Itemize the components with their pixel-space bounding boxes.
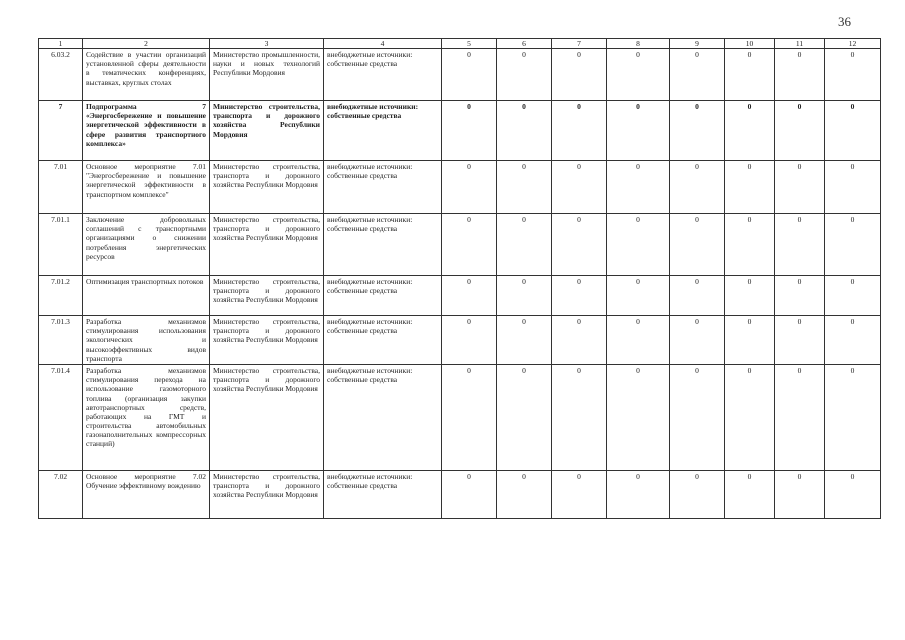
row-value: 0 (775, 365, 825, 471)
row-name: Разработка механизмов стимулирования использования экологических и высокоэффективных видов транспорта (83, 316, 210, 365)
column-header: 12 (825, 39, 881, 49)
row-value: 0 (825, 161, 881, 214)
row-value: 0 (670, 49, 725, 101)
row-value: 0 (775, 161, 825, 214)
row-value: 0 (552, 276, 607, 316)
row-value: 0 (825, 471, 881, 519)
row-value: 0 (497, 101, 552, 161)
column-header: 2 (83, 39, 210, 49)
row-value: 0 (825, 101, 881, 161)
row-value: 0 (552, 101, 607, 161)
row-value: 0 (670, 214, 725, 276)
row-number: 7.01.4 (39, 365, 83, 471)
row-value: 0 (775, 214, 825, 276)
row-value: 0 (442, 365, 497, 471)
row-value: 0 (775, 316, 825, 365)
row-value: 0 (497, 365, 552, 471)
row-value: 0 (607, 316, 670, 365)
row-value: 0 (442, 316, 497, 365)
row-responsible: Министерство строительства, транспорта и дорожного хозяйства Республики Мордовия (210, 365, 324, 471)
row-value: 0 (825, 49, 881, 101)
row-name: Оптимизация транспортных потоков (83, 276, 210, 316)
column-header: 6 (497, 39, 552, 49)
row-value: 0 (552, 214, 607, 276)
row-value: 0 (497, 316, 552, 365)
column-header: 7 (552, 39, 607, 49)
page-number: 36 (838, 14, 851, 29)
table-row (39, 471, 881, 519)
table-row (39, 161, 881, 214)
row-name: Подпрограмма 7 «Энергосбережение и повышение энергетической эффективности в сфере развития транспортного комплекса» (83, 101, 210, 161)
row-value: 0 (552, 316, 607, 365)
column-header: 4 (324, 39, 442, 49)
column-header: 5 (442, 39, 497, 49)
row-responsible: Министерство строительства, транспорта и дорожного хозяйства Республики Мордовия (210, 471, 324, 519)
column-header: 10 (725, 39, 775, 49)
row-value: 0 (775, 49, 825, 101)
row-value: 0 (670, 101, 725, 161)
row-source: внебюджетные источники: собственные средства (324, 365, 442, 471)
row-source: внебюджетные источники: собственные средства (324, 276, 442, 316)
row-value: 0 (442, 276, 497, 316)
table-row (39, 214, 881, 276)
row-value: 0 (775, 101, 825, 161)
row-value: 0 (497, 471, 552, 519)
row-value: 0 (670, 276, 725, 316)
row-number: 7.01 (39, 161, 83, 214)
row-value: 0 (775, 276, 825, 316)
row-value: 0 (725, 276, 775, 316)
row-number: 7.01.2 (39, 276, 83, 316)
row-source: внебюджетные источники: собственные средства (324, 471, 442, 519)
row-value: 0 (825, 276, 881, 316)
row-value: 0 (497, 49, 552, 101)
column-header: 1 (39, 39, 83, 49)
row-responsible: Министерство строительства, транспорта и дорожного хозяйства Республики Мордовия (210, 101, 324, 161)
row-name: Разработка механизмов стимулирования перехода на использование газомоторного топлива (организация закупки автотранспортных средств, работающих на ГМТ и строительства автомобильных газонаполнительных компрессорных станций) (83, 365, 210, 471)
row-value: 0 (670, 365, 725, 471)
row-number: 7.02 (39, 471, 83, 519)
table-row (39, 276, 881, 316)
row-value: 0 (497, 276, 552, 316)
row-value: 0 (670, 161, 725, 214)
row-value: 0 (552, 365, 607, 471)
row-value: 0 (607, 49, 670, 101)
row-name: Основное мероприятие 7.02 Обучение эффективному вождению (83, 471, 210, 519)
row-value: 0 (725, 49, 775, 101)
row-value: 0 (825, 365, 881, 471)
row-name: Содействие в участии организаций установленной сферы деятельности в тематических конференциях, выставках, круглых столах (83, 49, 210, 101)
row-name: Заключение добровольных соглашений с транспортными организациями о снижении потребления энергетических ресурсов (83, 214, 210, 276)
row-source: внебюджетные источники: собственные средства (324, 49, 442, 101)
row-value: 0 (607, 101, 670, 161)
header-row (39, 39, 881, 49)
table-row (39, 365, 881, 471)
column-header: 8 (607, 39, 670, 49)
table-row (39, 316, 881, 365)
row-number: 6.03.2 (39, 49, 83, 101)
row-value: 0 (607, 276, 670, 316)
row-number: 7.01.3 (39, 316, 83, 365)
row-value: 0 (725, 471, 775, 519)
row-value: 0 (607, 161, 670, 214)
row-responsible: Министерство строительства, транспорта и дорожного хозяйства Республики Мордовия (210, 214, 324, 276)
row-value: 0 (725, 365, 775, 471)
row-value: 0 (670, 471, 725, 519)
row-value: 0 (552, 471, 607, 519)
row-value: 0 (775, 471, 825, 519)
row-value: 0 (825, 316, 881, 365)
row-value: 0 (725, 101, 775, 161)
row-source: внебюджетные источники: собственные средства (324, 161, 442, 214)
program-table (38, 38, 881, 519)
column-header: 3 (210, 39, 324, 49)
column-header: 11 (775, 39, 825, 49)
row-value: 0 (670, 316, 725, 365)
row-responsible: Министерство строительства, транспорта и дорожного хозяйства Республики Мордовия (210, 161, 324, 214)
row-value: 0 (442, 214, 497, 276)
row-value: 0 (497, 214, 552, 276)
row-value: 0 (497, 161, 552, 214)
row-source: внебюджетные источники: собственные средства (324, 101, 442, 161)
row-responsible: Министерство промышленности, науки и новых технологий Республики Мордовия (210, 49, 324, 101)
row-value: 0 (725, 161, 775, 214)
row-value: 0 (442, 471, 497, 519)
row-value: 0 (725, 214, 775, 276)
row-value: 0 (552, 161, 607, 214)
row-source: внебюджетные источники: собственные средства (324, 316, 442, 365)
row-name: Основное мероприятие 7.01 "Энергосбережение и повышение энергетической эффективности в транспортном комплексе" (83, 161, 210, 214)
row-responsible: Министерство строительства, транспорта и дорожного хозяйства Республики Мордовия (210, 316, 324, 365)
row-value: 0 (442, 101, 497, 161)
table-row (39, 101, 881, 161)
row-number: 7.01.1 (39, 214, 83, 276)
row-value: 0 (825, 214, 881, 276)
row-responsible: Министерство строительства, транспорта и дорожного хозяйства Республики Мордовия (210, 276, 324, 316)
row-value: 0 (442, 49, 497, 101)
table-row (39, 49, 881, 101)
table-body (39, 49, 881, 519)
column-header: 9 (670, 39, 725, 49)
row-value: 0 (607, 365, 670, 471)
row-value: 0 (607, 471, 670, 519)
row-value: 0 (552, 49, 607, 101)
row-value: 0 (442, 161, 497, 214)
row-number: 7 (39, 101, 83, 161)
row-source: внебюджетные источники: собственные средства (324, 214, 442, 276)
row-value: 0 (607, 214, 670, 276)
row-value: 0 (725, 316, 775, 365)
